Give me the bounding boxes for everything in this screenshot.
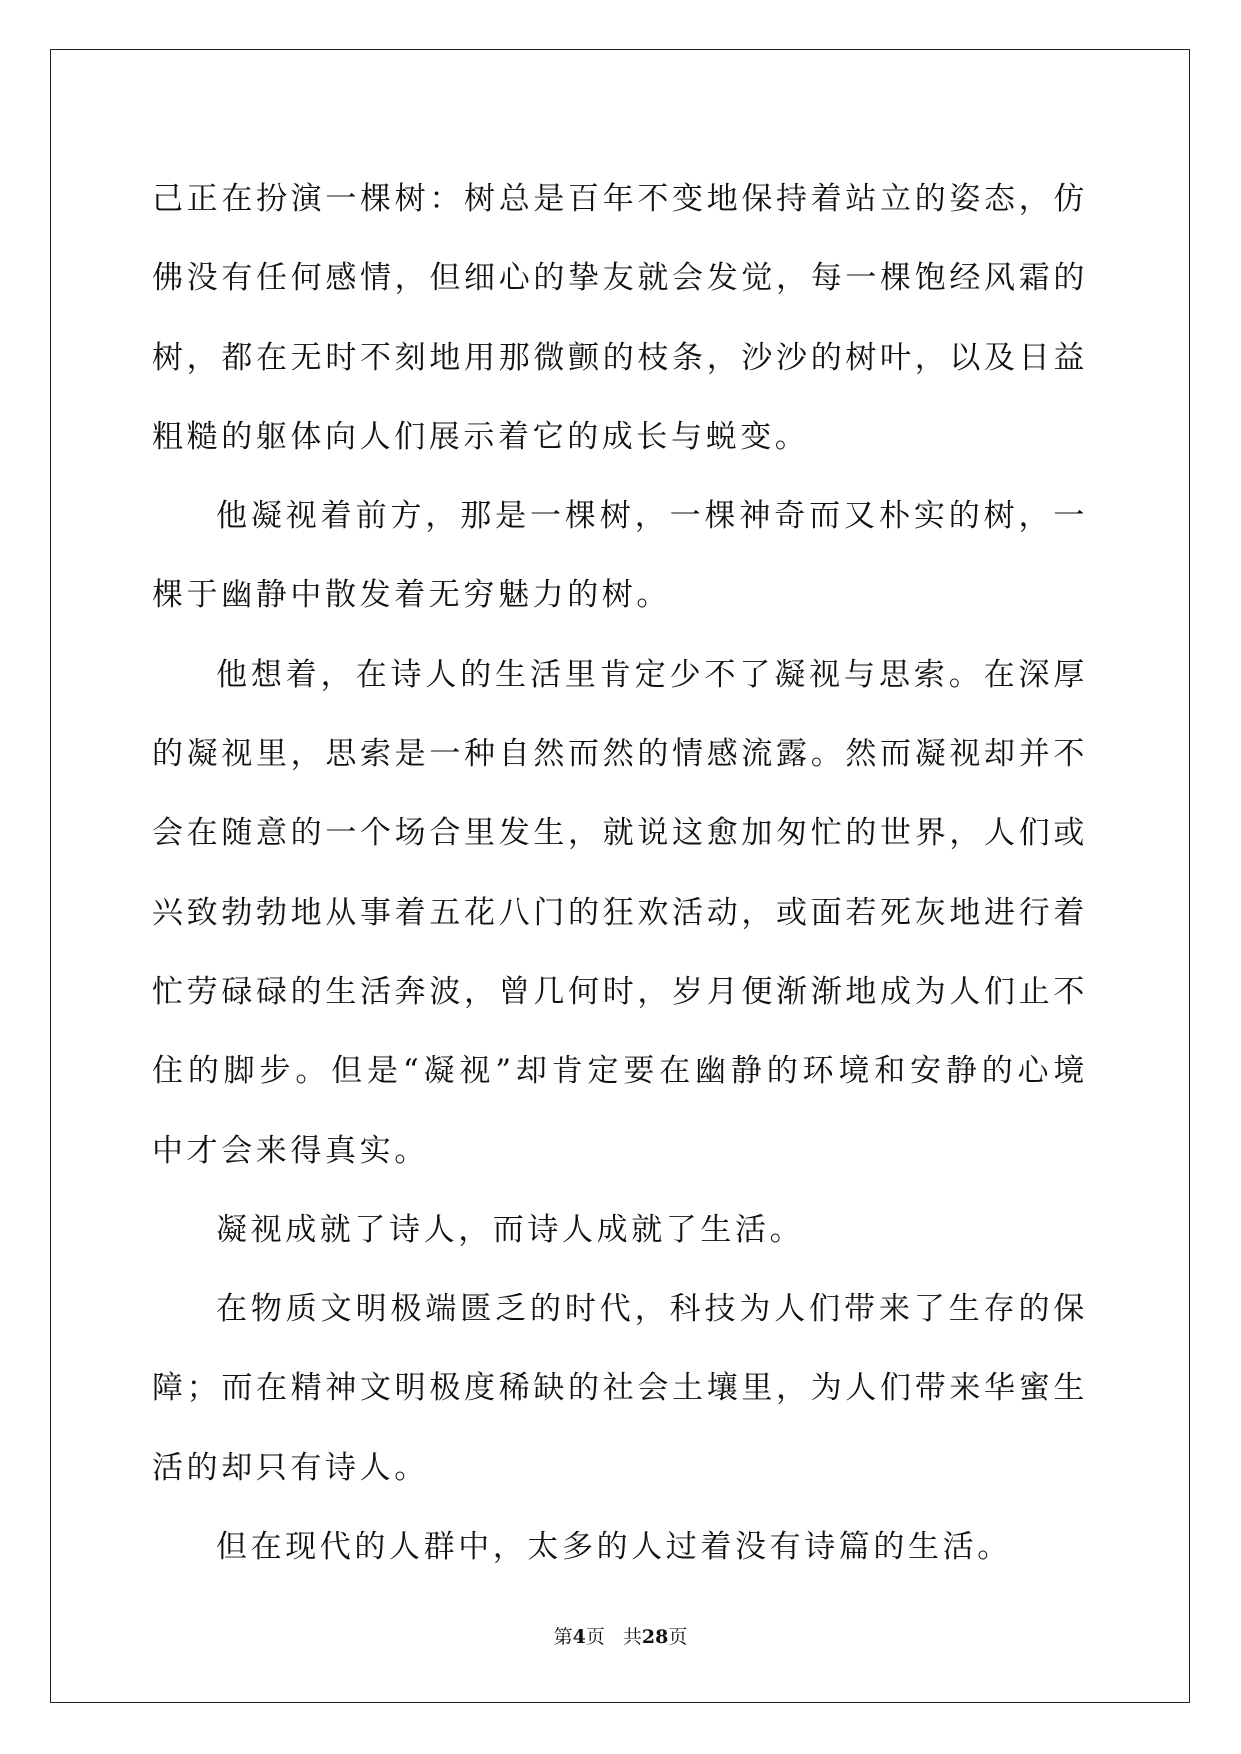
- paragraph: 凝视成就了诗人，而诗人成就了生活。: [216, 1211, 805, 1248]
- paragraph-continuation: 己正在扮演一棵树：树总是百年不变地保持着站立的姿态，仿佛没有任何感情，但细心的挚友就会发觉，每一棵饱经风霜的树，都在无时不刻地用那微颤的枝条，沙沙的树叶，以及日益粗糙的躯体向人们展示着它的成长与蜕变。: [152, 181, 1088, 455]
- paragraph: 他想着，在诗人的生活里肯定少不了凝视与思索。在深厚的凝视里，思索是一种自然而然的情感流露。然而凝视却并不会在随意的一个场合里发生，就说这愈加匆忙的世界，人们或兴致勃勃地从事着五花八门的狂欢活动，或面若死灰地进行着忙劳碌碌的生活奔波，曾几何时，岁月便渐渐地成为人们止不住的脚步。但是“凝视”却肯定要在幽静的环境和安静的心境中才会来得真实。: [152, 656, 1088, 1169]
- total-label-unit: 页: [668, 1626, 688, 1648]
- paragraph: 他凝视着前方，那是一棵树，一棵神奇而又朴实的树，一棵于幽静中散发着无穷魅力的树。: [152, 498, 1088, 614]
- page-label-unit: 页: [585, 1626, 605, 1648]
- total-label-prefix: 共: [622, 1626, 642, 1648]
- paragraph: 但在现代的人群中，太多的人过着没有诗篇的生活。: [216, 1529, 1012, 1566]
- page-label-prefix: 第: [553, 1626, 573, 1648]
- document-body: [152, 160, 1088, 1587]
- page-footer: [0, 1622, 1241, 1649]
- total-pages-number: 28: [641, 1626, 669, 1648]
- current-page-number: 4: [572, 1626, 586, 1648]
- paragraph: 在物质文明极端匮乏的时代，科技为人们带来了生存的保障；而在精神文明极度稀缺的社会土壤里，为人们带来华蜜生活的却只有诗人。: [152, 1291, 1088, 1486]
